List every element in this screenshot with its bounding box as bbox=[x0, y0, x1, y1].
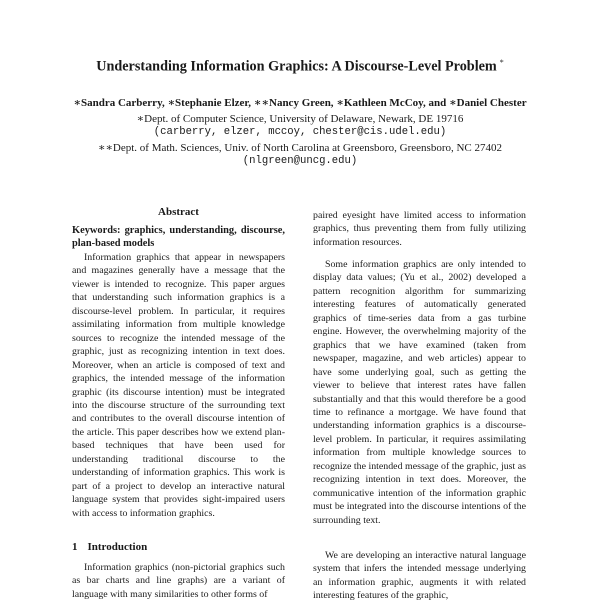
right-paragraph-2: Some information graphics are only intended to display data values; (Yu et al., 2002) developed a pattern recognition algorithm for summarizing interesting features of automatically generated graphics of time-series data from a gas turbine engine. However, the overwhelming majority of the graphics that we have examined (taken from newspaper, magazine, and web articles) appear to have some underlying goal, such as getting the viewer to believe that interest rates have fallen substantially and that this would therefore be a good time to refinance a mortgage. We have found that understanding information graphics is a discourse-level problem. In particular, it requires assimilating information from multiple knowledge sources to recognize the intended message of the graphic, just as recognizing intention in text does. Moreover, the communicative intention of the information graphic must be integrated into the discourse intentions of the surrounding text. bbox=[313, 259, 526, 526]
author-list: ∗Sandra Carberry, ∗Stephanie Elzer, ∗∗Nancy Green, ∗Kathleen McCoy, and ∗Daniel Chester bbox=[73, 97, 527, 109]
title-footnote-mark: * bbox=[499, 58, 504, 67]
section-number: 1 bbox=[72, 541, 78, 553]
section-heading-introduction bbox=[72, 541, 147, 553]
affiliation-uncg: ∗∗Dept. of Math. Sciences, Univ. of North Carolina at Greensboro, Greensboro, NC 27402 bbox=[97, 142, 503, 154]
paper-title bbox=[0, 58, 600, 76]
keywords: Keywords: graphics, understanding, discourse, plan-based models bbox=[72, 225, 285, 249]
emails-uncg: (nlgreen@uncg.edu) bbox=[242, 155, 358, 167]
section-title: Introduction bbox=[87, 541, 148, 553]
abstract-heading: Abstract bbox=[158, 206, 199, 218]
affiliation-delaware: ∗Dept. of Computer Science, University of Delaware, Newark, DE 19716 bbox=[136, 113, 464, 125]
title-text: Understanding Information Graphics: A Discourse-Level Problem bbox=[96, 58, 497, 75]
emails-delaware: (carberry, elzer, mccoy, chester@cis.udel.edu) bbox=[153, 126, 447, 138]
right-paragraph-3: We are developing an interactive natural language system that infers the intended message underlying an information graphic, augments it with related interesting features of the graphic, bbox=[313, 550, 526, 602]
abstract-body: Information graphics that appear in newspapers and magazines generally have a message that the viewer is intended to recognize. This paper argues that understanding such information graphics is a discourse-level problem. In particular, it requires assimilating information from multiple knowledge sources to recognize the intended message of the graphic, just as recognizing intention in text does. Moreover, when an article is composed of text and graphics, the intended message of the information graphic (its discourse intention) must be integrated into the discourse structure of the surrounding text and contributes to the overall discourse intention of the article. This paper describes how we extend plan-based techniques that have been used for understanding traditional discourse to the understanding of information graphics. This work is part of a project to develop an interactive natural language system that provides sight-impaired users with access to information graphics. bbox=[72, 252, 285, 519]
right-paragraph-1: paired eyesight have limited access to information graphics, thus preventing them from fully utilizing information resources. bbox=[313, 210, 526, 248]
introduction-paragraph: Information graphics (non-pictorial graphics such as bar charts and line graphs) are a variant of language with many similarities to other forms of bbox=[72, 562, 285, 600]
